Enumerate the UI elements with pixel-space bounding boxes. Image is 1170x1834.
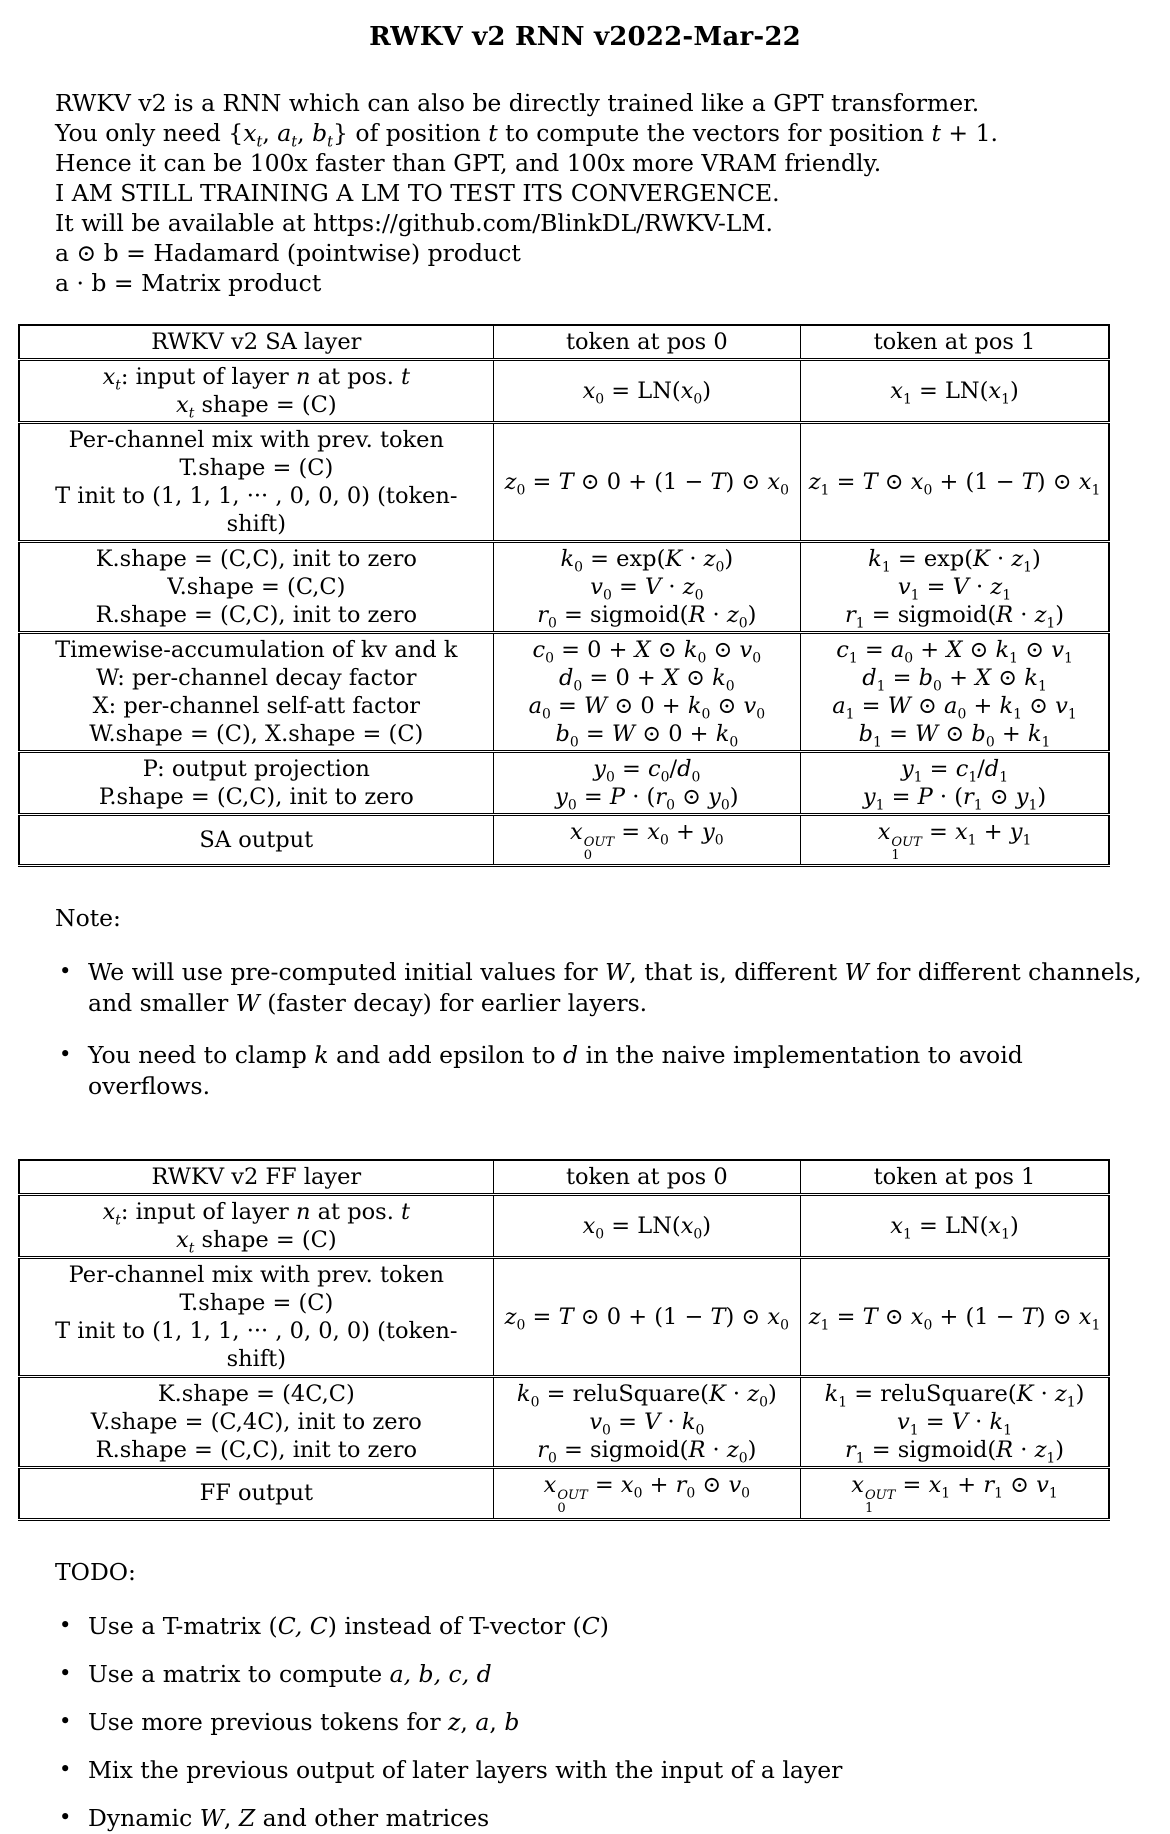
pos0-cell: $x_0 = LN(x_0)$ bbox=[493, 360, 800, 423]
intro-line: RWKV v2 is a RNN which can also be directly trained like a GPT transformer. bbox=[55, 89, 980, 117]
pos1-cell: x OUT 1 = $x_1 + y_1$ bbox=[801, 815, 1109, 866]
pos0-cell: $z_0 = T$ ⊙ 0 + (1 − T) ⊙ $x_0$ bbox=[493, 1258, 800, 1377]
pos1-cell: $k_1 = \exp(K \cdot z_1)$ $v_1 = V \cdot z_1$ $r_1$ = sigmoid(R · $z_1$) bbox=[801, 542, 1109, 633]
sa-table-header-layer: RWKV v2 SA layer bbox=[19, 325, 493, 360]
label-cell: K.shape = (4C,C) V.shape = (C,4C), init to zero R.shape = (C,C), init to zero bbox=[19, 1377, 493, 1468]
pos0-cell: $c_0 = 0 + X$ ⊙ $k_0$ ⊙ $v_0$ $d_0 = 0 + X$ ⊙ $k_0$ $a_0 = W$ ⊙ $0 + k_0$ ⊙ $v_0$ $b_0 = W$ ⊙ $0 + k_0$ bbox=[493, 633, 800, 752]
pos0-cell: $k_0$ = reluSquare(K · $z_0$) $v_0 = V \cdot k_0$ $r_0$ = sigmoid(R · $z_0$) bbox=[493, 1377, 800, 1468]
ff-layer-table bbox=[18, 1159, 1110, 1520]
pos1-cell: $y_1 = c_1/d_1$ $y_1 = P \cdot (r_1$ ⊙ $y_1$) bbox=[801, 752, 1109, 815]
table-row bbox=[19, 1195, 1109, 1258]
sa-layer-table bbox=[18, 324, 1110, 867]
note-bullet: • We will use pre-computed initial values for W, that is, different W for different channels, and smaller W (faster decay) for earlier layers. bbox=[55, 957, 1152, 1019]
intro-line-matrix: a · b = Matrix product bbox=[55, 269, 322, 297]
table-row bbox=[19, 1468, 1109, 1519]
label-cell: P: output projection P.shape = (C,C), init to zero bbox=[19, 752, 493, 815]
label-cell: SA output bbox=[19, 815, 493, 866]
todo-list bbox=[0, 1611, 1170, 1834]
table-row bbox=[19, 633, 1109, 752]
label-cell: K.shape = (C,C), init to zero V.shape = (C,C) R.shape = (C,C), init to zero bbox=[19, 542, 493, 633]
table-row bbox=[19, 815, 1109, 866]
intro-line-url: It will be available at https://github.com/BlinkDL/RWKV-LM. bbox=[55, 209, 773, 237]
table-row bbox=[19, 752, 1109, 815]
pos0-cell: $x_0 = LN(x_0)$ bbox=[493, 1195, 800, 1258]
ff-table-header-pos1: token at pos 1 bbox=[801, 1160, 1109, 1195]
label-cell: Per-channel mix with prev. token T.shape = (C) T init to (1, 1, 1, ··· , 0, 0, 0) (token-shift) bbox=[19, 423, 493, 542]
table-row bbox=[19, 542, 1109, 633]
ff-table-header-row bbox=[19, 1160, 1109, 1195]
todo-bullet: • Use a T-matrix (C, C) instead of T-vector (C) bbox=[55, 1611, 1152, 1642]
note-list bbox=[0, 957, 1170, 1102]
pos0-cell: $y_0 = c_0/d_0$ $y_0 = P \cdot (r_0$ ⊙ $y_0$) bbox=[493, 752, 800, 815]
todo-bullet: • Mix the previous output of later layers with the input of a layer bbox=[55, 1755, 1152, 1786]
label-cell: Timewise-accumulation of kv and k W: per-channel decay factor X: per-channel self-att factor W.shape = (C), X.shape = (C) bbox=[19, 633, 493, 752]
ff-table-header-pos0: token at pos 0 bbox=[493, 1160, 800, 1195]
intro-paragraph bbox=[55, 88, 1150, 298]
table-row bbox=[19, 423, 1109, 542]
todo-bullet: • Use a matrix to compute a, b, c, d bbox=[55, 1659, 1152, 1690]
sa-table-header-row bbox=[19, 325, 1109, 360]
pos0-cell: $k_0 = \exp(K \cdot z_0)$ $v_0 = V \cdot z_0$ $r_0$ = sigmoid(R · $z_0$) bbox=[493, 542, 800, 633]
pos1-cell: $z_1 = T$ ⊙ $x_0 + (1 - T)$ ⊙ $x_1$ bbox=[801, 423, 1109, 542]
intro-line: Hence it can be 100x faster than GPT, and 100x more VRAM friendly. bbox=[55, 149, 882, 177]
note-heading: Note: bbox=[55, 904, 121, 933]
sa-table-header-pos0: token at pos 0 bbox=[493, 325, 800, 360]
table-row bbox=[19, 1377, 1109, 1468]
ff-table-header-layer: RWKV v2 FF layer bbox=[19, 1160, 493, 1195]
pos1-cell: $k_1$ = reluSquare(K · $z_1$) $v_1 = V \cdot k_1$ $r_1$ = sigmoid(R · $z_1$) bbox=[801, 1377, 1109, 1468]
pos1-cell: $x_1 = LN(x_1)$ bbox=[801, 360, 1109, 423]
pos0-cell: x OUT 0 = $x_0 + y_0$ bbox=[493, 815, 800, 866]
pos1-cell: $z_1 = T$ ⊙ $x_0 + (1 - T)$ ⊙ $x_1$ bbox=[801, 1258, 1109, 1377]
pos0-cell: x OUT 0 = $x_0 + r_0$ ⊙ $v_0$ bbox=[493, 1468, 800, 1519]
label-cell: $x_t$: input of layer n at pos. t $x_t$ shape = (C) bbox=[19, 360, 493, 423]
intro-line-hadamard: a ⊙ b = Hadamard (pointwise) product bbox=[55, 239, 521, 267]
note-bullet: • You need to clamp k and add epsilon to d in the naive implementation to avoid overflows. bbox=[55, 1040, 1152, 1102]
pos0-cell: $z_0 = T$ ⊙ 0 + (1 − T) ⊙ $x_0$ bbox=[493, 423, 800, 542]
table-row bbox=[19, 360, 1109, 423]
intro-line: I AM STILL TRAINING A LM TO TEST ITS CONVERGENCE. bbox=[55, 179, 780, 207]
label-cell: Per-channel mix with prev. token T.shape = (C) T init to (1, 1, 1, ··· , 0, 0, 0) (token-shift) bbox=[19, 1258, 493, 1377]
label-cell: FF output bbox=[19, 1468, 493, 1519]
pos1-cell: $c_1 = a_0 + X$ ⊙ $k_1$ ⊙ $v_1$ $d_1 = b_0 + X$ ⊙ $k_1$ $a_1 = W$ ⊙ $a_0 + k_1$ ⊙ $v_1$ $b_1 = W$ ⊙ $b_0 + k_1$ bbox=[801, 633, 1109, 752]
pos1-cell: $x_1 = LN(x_1)$ bbox=[801, 1195, 1109, 1258]
pos1-cell: x OUT 1 = $x_1 + r_1$ ⊙ $v_1$ bbox=[801, 1468, 1109, 1519]
sa-table-header-pos1: token at pos 1 bbox=[801, 325, 1109, 360]
page-title: RWKV v2 RNN v2022-Mar-22 bbox=[369, 22, 801, 52]
todo-heading: TODO: bbox=[55, 1557, 136, 1586]
intro-line: You only need {$x_t$, $a_t$, $b_t$} of position t to compute the vectors for position t + 1. bbox=[55, 119, 998, 151]
todo-bullet: • Use more previous tokens for z, a, b bbox=[55, 1707, 1152, 1738]
label-cell: $x_t$: input of layer n at pos. t $x_t$ shape = (C) bbox=[19, 1195, 493, 1258]
todo-bullet: • Dynamic W, Z and other matrices bbox=[55, 1803, 1152, 1834]
table-row bbox=[19, 1258, 1109, 1377]
